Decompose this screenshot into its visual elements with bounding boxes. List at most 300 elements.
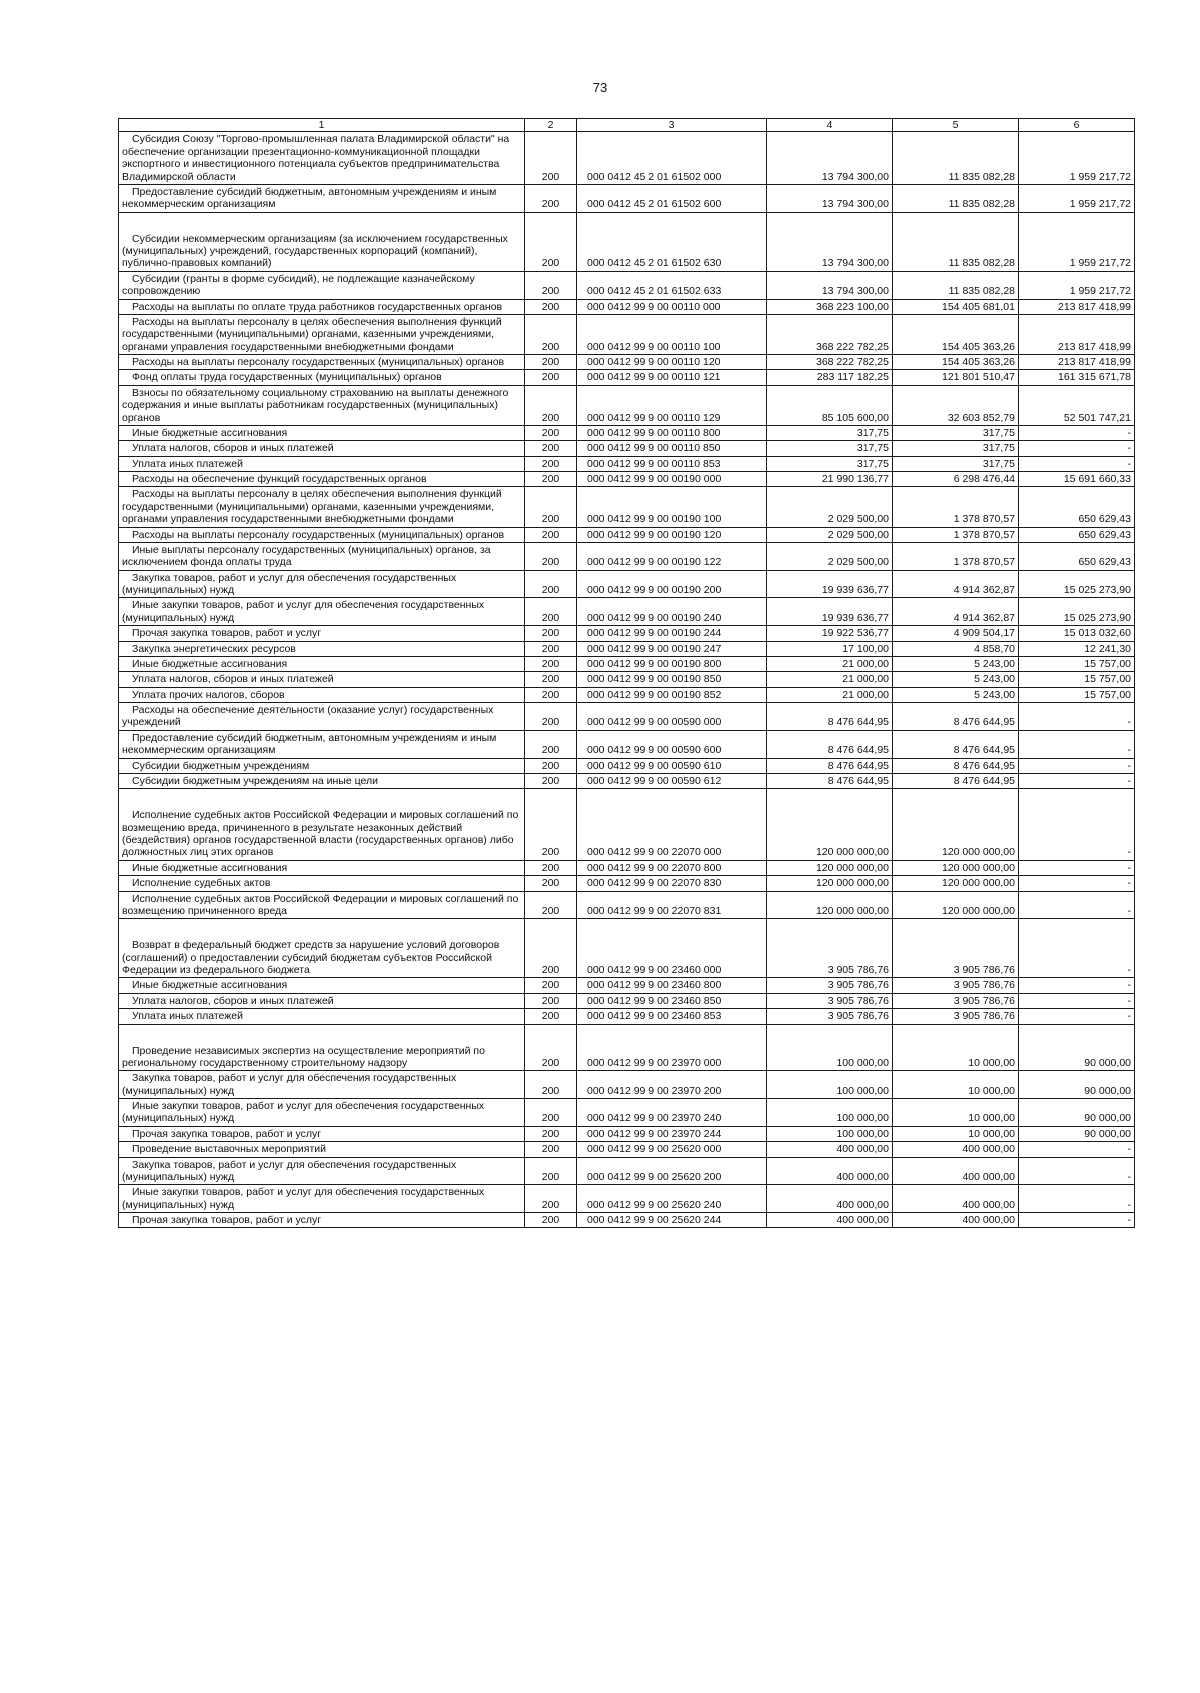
row-description [119, 542, 525, 570]
row-unexecuted-amount: 15 757,00 [1019, 672, 1135, 687]
row-approved-amount: 368 222 782,25 [767, 314, 893, 354]
row-description [119, 1213, 525, 1228]
table-row [119, 425, 1135, 440]
row-description-text: Прочая закупка товаров, работ и услуг [132, 627, 322, 640]
row-description-text: Предоставление субсидий бюджетным, автономным учреждениям и иным некоммерческим организациям [122, 731, 497, 757]
table-row [119, 542, 1135, 570]
row-approved-amount: 2 029 500,00 [767, 542, 893, 570]
row-approved-amount: 317,75 [767, 425, 893, 440]
row-executed-amount: 10 000,00 [893, 1126, 1019, 1141]
row-description [119, 370, 525, 385]
row-description [119, 993, 525, 1008]
table-row [119, 355, 1135, 370]
row-unexecuted-amount: 213 817 418,99 [1019, 299, 1135, 314]
row-admin-code: 200 [525, 1157, 577, 1185]
row-classification-code: 000 0412 99 9 00 22070 000 [577, 789, 767, 861]
row-classification-code: 000 0412 99 9 00 23460 000 [577, 919, 767, 978]
row-unexecuted-amount: - [1019, 1157, 1135, 1185]
row-classification-code: 000 0412 99 9 00 00110 121 [577, 370, 767, 385]
row-executed-amount: 317,75 [893, 425, 1019, 440]
row-unexecuted-amount: - [1019, 425, 1135, 440]
table-row [119, 271, 1135, 299]
row-admin-code: 200 [525, 860, 577, 875]
row-description-text: Закупка товаров, работ и услуг для обеспечения государственных (муниципальных) нужд [122, 1072, 457, 1097]
row-executed-amount: 8 476 644,95 [893, 773, 1019, 788]
row-description-text: Расходы на выплаты персоналу государственных (муниципальных) органов [132, 528, 505, 541]
table-row [119, 876, 1135, 891]
row-unexecuted-amount: 12 241,30 [1019, 641, 1135, 656]
row-executed-amount: 4 909 504,17 [893, 626, 1019, 641]
table-row [119, 299, 1135, 314]
row-unexecuted-amount: - [1019, 703, 1135, 731]
table-row [119, 456, 1135, 471]
row-description-text: Уплата прочих налогов, сборов [132, 688, 285, 701]
table-row [119, 860, 1135, 875]
row-admin-code: 200 [525, 598, 577, 626]
row-approved-amount: 13 794 300,00 [767, 184, 893, 212]
row-classification-code: 000 0412 99 9 00 00190 120 [577, 527, 767, 542]
row-description-text: Исполнение судебных актов [132, 877, 271, 890]
row-approved-amount: 100 000,00 [767, 1071, 893, 1099]
row-approved-amount: 283 117 182,25 [767, 370, 893, 385]
row-description-text: Расходы на обеспечение функций государственных органов [132, 473, 427, 485]
row-admin-code: 200 [525, 687, 577, 702]
row-unexecuted-amount: - [1019, 730, 1135, 758]
table-row [119, 919, 1135, 978]
row-classification-code: 000 0412 99 9 00 00110 129 [577, 385, 767, 425]
table-row [119, 672, 1135, 687]
table-row [119, 184, 1135, 212]
row-unexecuted-amount: 161 315 671,78 [1019, 370, 1135, 385]
row-unexecuted-amount: - [1019, 919, 1135, 978]
row-classification-code: 000 0412 99 9 00 23970 000 [577, 1024, 767, 1071]
row-description-text: Субсидии бюджетным учреждениям [132, 759, 310, 772]
row-executed-amount: 154 405 363,26 [893, 314, 1019, 354]
row-classification-code: 000 0412 99 9 00 00110 000 [577, 299, 767, 314]
row-unexecuted-amount: - [1019, 876, 1135, 891]
row-approved-amount: 317,75 [767, 441, 893, 456]
row-approved-amount: 120 000 000,00 [767, 789, 893, 861]
row-admin-code: 200 [525, 1009, 577, 1024]
row-admin-code: 200 [525, 993, 577, 1008]
row-classification-code: 000 0412 99 9 00 00110 850 [577, 441, 767, 456]
row-description [119, 656, 525, 671]
table-row [119, 626, 1135, 641]
row-executed-amount: 400 000,00 [893, 1185, 1019, 1213]
row-executed-amount: 5 243,00 [893, 672, 1019, 687]
row-description-text: Проведение выставочных мероприятий [132, 1143, 326, 1156]
row-description [119, 184, 525, 212]
row-approved-amount: 8 476 644,95 [767, 773, 893, 788]
row-admin-code: 200 [525, 876, 577, 891]
row-unexecuted-amount: 90 000,00 [1019, 1024, 1135, 1071]
row-unexecuted-amount: 15 025 273,90 [1019, 598, 1135, 626]
row-unexecuted-amount: 213 817 418,99 [1019, 355, 1135, 370]
row-description-text: Субсидии некоммерческим организациям (за исключением государственных (муниципальных) учреждений, государственных корпораций (компаний), публично-правовых компаний) [122, 232, 508, 270]
row-description [119, 1024, 525, 1071]
row-admin-code: 200 [525, 314, 577, 354]
budget-table [118, 118, 1135, 1228]
row-approved-amount: 19 939 636,77 [767, 598, 893, 626]
row-executed-amount: 4 914 362,87 [893, 598, 1019, 626]
table-row [119, 527, 1135, 542]
row-description-text: Иные закупки товаров, работ и услуг для обеспечения государственных (муниципальных) нужд [122, 1186, 485, 1211]
row-description-text: Расходы на выплаты по оплате труда работников государственных органов [132, 300, 503, 313]
row-unexecuted-amount: 15 757,00 [1019, 687, 1135, 702]
row-description [119, 876, 525, 891]
row-admin-code: 200 [525, 570, 577, 598]
row-unexecuted-amount: - [1019, 758, 1135, 773]
row-admin-code: 200 [525, 441, 577, 456]
row-description [119, 1157, 525, 1185]
row-description-text: Предоставление субсидий бюджетным, автономным учреждениям и иным некоммерческим организациям [122, 185, 497, 211]
row-classification-code: 000 0412 45 2 01 61502 633 [577, 271, 767, 299]
row-unexecuted-amount: - [1019, 789, 1135, 861]
row-description [119, 641, 525, 656]
row-admin-code: 200 [525, 789, 577, 861]
row-unexecuted-amount: 1 959 217,72 [1019, 184, 1135, 212]
row-executed-amount: 10 000,00 [893, 1071, 1019, 1099]
row-description [119, 626, 525, 641]
row-approved-amount: 8 476 644,95 [767, 703, 893, 731]
row-executed-amount: 10 000,00 [893, 1024, 1019, 1071]
row-unexecuted-amount: - [1019, 773, 1135, 788]
table-row [119, 1071, 1135, 1099]
row-description-text: Закупка энергетических ресурсов [132, 642, 296, 655]
row-admin-code: 200 [525, 355, 577, 370]
page-number: 73 [592, 80, 608, 95]
row-description-text: Взносы по обязательному социальному страхованию на выплаты денежного содержания и иные выплаты работникам государственных (муниципальных) органов [122, 386, 509, 424]
row-classification-code: 000 0412 99 9 00 25620 000 [577, 1142, 767, 1157]
row-unexecuted-amount: 90 000,00 [1019, 1126, 1135, 1141]
row-classification-code: 000 0412 99 9 00 00190 852 [577, 687, 767, 702]
row-admin-code: 200 [525, 425, 577, 440]
row-approved-amount: 17 100,00 [767, 641, 893, 656]
row-description-text: Фонд оплаты труда государственных (муниципальных) органов [132, 371, 442, 384]
row-classification-code: 000 0412 99 9 00 00110 100 [577, 314, 767, 354]
table-row [119, 758, 1135, 773]
row-description-text: Иные бюджетные ассигнования [132, 657, 288, 670]
table-row [119, 656, 1135, 671]
row-description [119, 789, 525, 861]
row-classification-code: 000 0412 99 9 00 00190 000 [577, 472, 767, 487]
row-description [119, 132, 525, 185]
row-executed-amount: 317,75 [893, 441, 1019, 456]
row-description [119, 299, 525, 314]
row-admin-code: 200 [525, 758, 577, 773]
row-classification-code: 000 0412 99 9 00 22070 830 [577, 876, 767, 891]
row-executed-amount: 32 603 852,79 [893, 385, 1019, 425]
row-description-text: Уплата налогов, сборов и иных платежей [132, 994, 334, 1007]
row-description-text: Уплата налогов, сборов и иных платежей [132, 442, 334, 455]
row-executed-amount: 120 000 000,00 [893, 876, 1019, 891]
table-row [119, 1185, 1135, 1213]
row-classification-code: 000 0412 45 2 01 61502 000 [577, 132, 767, 185]
row-approved-amount: 13 794 300,00 [767, 271, 893, 299]
row-executed-amount: 5 243,00 [893, 656, 1019, 671]
row-description [119, 758, 525, 773]
row-description-text: Прочая закупка товаров, работ и услуг [132, 1214, 322, 1226]
row-description-text: Закупка товаров, работ и услуг для обеспечения государственных (муниципальных) нужд [122, 1158, 457, 1183]
row-executed-amount: 11 835 082,28 [893, 184, 1019, 212]
row-description [119, 687, 525, 702]
row-description [119, 1071, 525, 1099]
row-approved-amount: 317,75 [767, 456, 893, 471]
row-description-text: Субсидии бюджетным учреждениям на иные цели [132, 774, 378, 787]
row-admin-code: 200 [525, 184, 577, 212]
row-unexecuted-amount: 15 013 032,60 [1019, 626, 1135, 641]
row-admin-code: 200 [525, 672, 577, 687]
row-admin-code: 200 [525, 370, 577, 385]
row-approved-amount: 368 223 100,00 [767, 299, 893, 314]
row-approved-amount: 8 476 644,95 [767, 758, 893, 773]
row-description [119, 385, 525, 425]
row-description-text: Субсидии (гранты в форме субсидий), не подлежащие казначейскому сопровождению [122, 272, 475, 298]
row-description [119, 598, 525, 626]
row-unexecuted-amount: 650 629,43 [1019, 487, 1135, 527]
row-admin-code: 200 [525, 919, 577, 978]
row-unexecuted-amount: 213 817 418,99 [1019, 314, 1135, 354]
row-approved-amount: 2 029 500,00 [767, 487, 893, 527]
row-classification-code: 000 0412 99 9 00 25620 244 [577, 1213, 767, 1228]
row-admin-code: 200 [525, 271, 577, 299]
row-executed-amount: 120 000 000,00 [893, 891, 1019, 919]
row-description-text: Закупка товаров, работ и услуг для обеспечения государственных (муниципальных) нужд [122, 571, 457, 596]
table-header [119, 119, 1135, 132]
row-classification-code: 000 0412 99 9 00 00590 000 [577, 703, 767, 731]
row-admin-code: 200 [525, 385, 577, 425]
row-executed-amount: 154 405 681,01 [893, 299, 1019, 314]
table-row [119, 385, 1135, 425]
row-description [119, 860, 525, 875]
row-admin-code: 200 [525, 487, 577, 527]
row-classification-code: 000 0412 99 9 00 25620 200 [577, 1157, 767, 1185]
row-executed-amount: 8 476 644,95 [893, 758, 1019, 773]
row-description [119, 271, 525, 299]
row-classification-code: 000 0412 45 2 01 61502 630 [577, 212, 767, 271]
row-description-text: Иные закупки товаров, работ и услуг для обеспечения государственных (муниципальных) нужд [122, 1100, 485, 1125]
row-unexecuted-amount: 90 000,00 [1019, 1071, 1135, 1099]
row-admin-code: 200 [525, 1126, 577, 1141]
row-approved-amount: 100 000,00 [767, 1126, 893, 1141]
row-admin-code: 200 [525, 212, 577, 271]
row-approved-amount: 400 000,00 [767, 1157, 893, 1185]
row-classification-code: 000 0412 99 9 00 23460 800 [577, 978, 767, 993]
row-description-text: Возврат в федеральный бюджет средств за нарушение условий договоров (соглашений) о предоставлении субсидий бюджетам субъектов Российской Федерации из федерального бюджета [122, 939, 500, 976]
table-row [119, 1099, 1135, 1127]
header-row [119, 119, 1135, 132]
row-description [119, 1009, 525, 1024]
row-executed-amount: 11 835 082,28 [893, 132, 1019, 185]
row-approved-amount: 2 029 500,00 [767, 527, 893, 542]
table-row [119, 132, 1135, 185]
row-description-text: Прочая закупка товаров, работ и услуг [132, 1127, 322, 1140]
row-description [119, 703, 525, 731]
row-description [119, 978, 525, 993]
row-unexecuted-amount: 650 629,43 [1019, 527, 1135, 542]
row-approved-amount: 120 000 000,00 [767, 891, 893, 919]
row-description [119, 425, 525, 440]
row-unexecuted-amount: - [1019, 441, 1135, 456]
row-description [119, 1142, 525, 1157]
row-classification-code: 000 0412 99 9 00 22070 800 [577, 860, 767, 875]
column-header-1: 1 [119, 119, 525, 132]
row-approved-amount: 120 000 000,00 [767, 860, 893, 875]
row-admin-code: 200 [525, 1071, 577, 1099]
row-approved-amount: 3 905 786,76 [767, 993, 893, 1008]
row-description [119, 487, 525, 527]
row-unexecuted-amount: 15 757,00 [1019, 656, 1135, 671]
row-description [119, 355, 525, 370]
row-description-text: Исполнение судебных актов Российской Федерации и мировых соглашений по возмещению причиненного вреда [122, 892, 519, 917]
row-executed-amount: 3 905 786,76 [893, 993, 1019, 1008]
row-approved-amount: 19 922 536,77 [767, 626, 893, 641]
row-description-text: Уплата иных платежей [132, 457, 244, 470]
row-executed-amount: 121 801 510,47 [893, 370, 1019, 385]
row-approved-amount: 120 000 000,00 [767, 876, 893, 891]
row-admin-code: 200 [525, 1213, 577, 1228]
row-approved-amount: 21 000,00 [767, 656, 893, 671]
row-admin-code: 200 [525, 132, 577, 185]
row-executed-amount: 120 000 000,00 [893, 860, 1019, 875]
row-admin-code: 200 [525, 626, 577, 641]
row-unexecuted-amount: 1 959 217,72 [1019, 132, 1135, 185]
row-approved-amount: 85 105 600,00 [767, 385, 893, 425]
table-row [119, 730, 1135, 758]
table-row [119, 370, 1135, 385]
row-executed-amount: 1 378 870,57 [893, 527, 1019, 542]
row-executed-amount: 8 476 644,95 [893, 730, 1019, 758]
row-description [119, 472, 525, 487]
row-admin-code: 200 [525, 456, 577, 471]
row-description [119, 570, 525, 598]
row-executed-amount: 317,75 [893, 456, 1019, 471]
row-description-text: Уплата иных платежей [132, 1010, 244, 1023]
table-row [119, 773, 1135, 788]
row-admin-code: 200 [525, 730, 577, 758]
row-classification-code: 000 0412 99 9 00 23970 240 [577, 1099, 767, 1127]
table-row [119, 993, 1135, 1008]
row-classification-code: 000 0412 99 9 00 00110 853 [577, 456, 767, 471]
row-classification-code: 000 0412 99 9 00 00190 244 [577, 626, 767, 641]
row-description-text: Проведение независимых экспертиз на осуществление мероприятий по региональному государственному строительному надзору [122, 1044, 485, 1069]
row-unexecuted-amount: - [1019, 978, 1135, 993]
row-classification-code: 000 0412 45 2 01 61502 600 [577, 184, 767, 212]
row-classification-code: 000 0412 99 9 00 00590 600 [577, 730, 767, 758]
row-admin-code: 200 [525, 1142, 577, 1157]
row-classification-code: 000 0412 99 9 00 00110 120 [577, 355, 767, 370]
row-admin-code: 200 [525, 472, 577, 487]
row-description [119, 773, 525, 788]
row-description [119, 527, 525, 542]
row-description [119, 891, 525, 919]
row-unexecuted-amount: 650 629,43 [1019, 542, 1135, 570]
table-body [119, 132, 1135, 1228]
row-executed-amount: 3 905 786,76 [893, 978, 1019, 993]
row-description [119, 441, 525, 456]
row-admin-code: 200 [525, 891, 577, 919]
row-executed-amount: 8 476 644,95 [893, 703, 1019, 731]
row-unexecuted-amount: - [1019, 1009, 1135, 1024]
row-description [119, 212, 525, 271]
row-classification-code: 000 0412 99 9 00 23460 850 [577, 993, 767, 1008]
row-executed-amount: 10 000,00 [893, 1099, 1019, 1127]
row-unexecuted-amount: 15 025 273,90 [1019, 570, 1135, 598]
row-executed-amount: 11 835 082,28 [893, 212, 1019, 271]
table-row [119, 687, 1135, 702]
row-description-text: Иные бюджетные ассигнования [132, 979, 288, 992]
table-row [119, 598, 1135, 626]
row-description-text: Иные бюджетные ассигнования [132, 861, 288, 874]
row-description-text: Иные закупки товаров, работ и услуг для обеспечения государственных (муниципальных) нужд [122, 599, 485, 624]
row-description [119, 1185, 525, 1213]
row-classification-code: 000 0412 99 9 00 00190 200 [577, 570, 767, 598]
table-row [119, 314, 1135, 354]
row-classification-code: 000 0412 99 9 00 00190 800 [577, 656, 767, 671]
row-executed-amount: 11 835 082,28 [893, 271, 1019, 299]
row-admin-code: 200 [525, 1024, 577, 1071]
row-description-text: Субсидия Союзу "Торгово-промышленная палата Владимирской области" на обеспечение организации презентационно-коммуникационной площадки экспортного и инвестиционного потенциала субъектов предпринимательства Владимирской области [122, 133, 510, 183]
table-row [119, 441, 1135, 456]
row-unexecuted-amount: - [1019, 891, 1135, 919]
table-row [119, 703, 1135, 731]
row-approved-amount: 21 990 136,77 [767, 472, 893, 487]
column-header-4: 4 [767, 119, 893, 132]
row-admin-code: 200 [525, 542, 577, 570]
row-unexecuted-amount: - [1019, 1213, 1135, 1228]
row-classification-code: 000 0412 99 9 00 23970 244 [577, 1126, 767, 1141]
table-row [119, 212, 1135, 271]
row-approved-amount: 13 794 300,00 [767, 212, 893, 271]
row-executed-amount: 6 298 476,44 [893, 472, 1019, 487]
row-description [119, 919, 525, 978]
row-admin-code: 200 [525, 641, 577, 656]
table-row [119, 1157, 1135, 1185]
row-description-text: Иные выплаты персоналу государственных (муниципальных) органов, за исключением фонда оплаты труда [122, 543, 491, 569]
row-description-text: Расходы на выплаты персоналу государственных (муниципальных) органов [132, 356, 505, 368]
row-approved-amount: 8 476 644,95 [767, 730, 893, 758]
row-approved-amount: 19 939 636,77 [767, 570, 893, 598]
row-executed-amount: 5 243,00 [893, 687, 1019, 702]
row-description [119, 730, 525, 758]
row-approved-amount: 3 905 786,76 [767, 919, 893, 978]
column-header-3: 3 [577, 119, 767, 132]
row-description-text: Исполнение судебных актов Российской Федерации и мировых соглашений по возмещению вреда, причиненного в результате незаконных действий (бездействия) органов государственной власти (государственных органов) либо должностных лиц этих органов [122, 809, 519, 859]
row-admin-code: 200 [525, 773, 577, 788]
row-classification-code: 000 0412 99 9 00 23970 200 [577, 1071, 767, 1099]
row-description [119, 672, 525, 687]
row-executed-amount: 3 905 786,76 [893, 1009, 1019, 1024]
row-classification-code: 000 0412 99 9 00 00590 612 [577, 773, 767, 788]
row-executed-amount: 120 000 000,00 [893, 789, 1019, 861]
table-row [119, 472, 1135, 487]
row-description [119, 456, 525, 471]
row-admin-code: 200 [525, 656, 577, 671]
row-description-text: Расходы на обеспечение деятельности (оказание услуг) государственных учреждений [122, 704, 494, 729]
column-header-6: 6 [1019, 119, 1135, 132]
row-classification-code: 000 0412 99 9 00 00190 247 [577, 641, 767, 656]
row-approved-amount: 400 000,00 [767, 1142, 893, 1157]
row-admin-code: 200 [525, 1185, 577, 1213]
row-executed-amount: 400 000,00 [893, 1142, 1019, 1157]
row-executed-amount: 4 858,70 [893, 641, 1019, 656]
row-executed-amount: 4 914 362,87 [893, 570, 1019, 598]
table-row [119, 891, 1135, 919]
row-unexecuted-amount: 52 501 747,21 [1019, 385, 1135, 425]
row-executed-amount: 154 405 363,26 [893, 355, 1019, 370]
row-approved-amount: 100 000,00 [767, 1099, 893, 1127]
row-description [119, 314, 525, 354]
